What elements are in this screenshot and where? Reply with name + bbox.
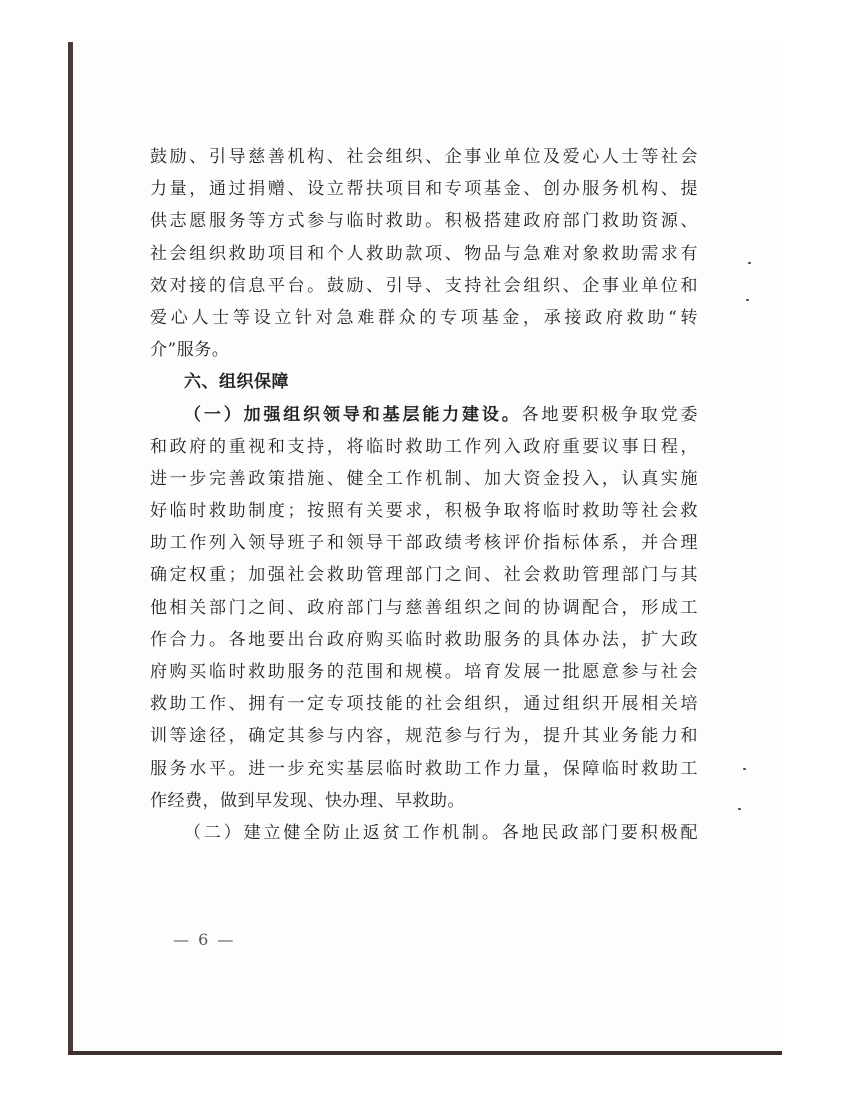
text-line: 好临时救助制度；按照有关要求，积极争取将临时救助等社会救	[150, 501, 698, 522]
text-line: 作合力。各地要出台政府购买临时救助服务的具体办法，扩大政	[150, 629, 698, 650]
section-heading: 六、组织保障	[184, 372, 289, 393]
scan-edge-left	[68, 42, 73, 1054]
text-line: 效对接的信息平台。鼓励、引导、支持社会组织、企事业单位和	[150, 275, 698, 296]
scan-speck	[748, 262, 751, 264]
text-line: 府购买临时救助服务的范围和规模。培育发展一批愿意参与社会	[150, 662, 698, 682]
scan-speck	[746, 299, 749, 301]
text-line: 他相关部门之间、政府部门与慈善组织之间的协调配合，形成工	[150, 597, 698, 618]
page-number: — 6 —	[173, 930, 236, 949]
text-line: 助工作列入领导班子和领导干部政绩考核评价指标体系，并合理	[150, 533, 698, 554]
text-line: 介”服务。	[150, 340, 230, 361]
text-line: 进一步完善政策措施、健全工作机制、加大资金投入，认真实施	[150, 468, 698, 489]
subsection-text: 各地民政部门要积极配	[501, 822, 699, 843]
text-line: 和政府的重视和支持，将临时救助工作列入政府重要议事日程，	[150, 436, 698, 457]
text-line: 救助工作、拥有一定专项技能的社会组织，通过组织开展相关培	[150, 694, 698, 715]
text-line: 确定权重；加强社会救助管理部门之间、社会救助管理部门与其	[150, 565, 698, 586]
scan-speck	[743, 768, 746, 770]
text-line: 服务水平。进一步充实基层临时救助工作力量，保障临时救助工	[150, 758, 698, 779]
subsection-text: 各地要积极争取党委	[521, 404, 699, 425]
text-line: 作经费，做到早发现、快办理、早救助。	[150, 790, 465, 811]
subsection-first-line	[150, 817, 698, 849]
subsection-title: （一）加强组织领导和基层能力建设。	[184, 404, 522, 425]
text-line: 社会组织救助项目和个人救助款项、物品与急难对象救助需求有	[150, 243, 698, 264]
text-line: 爱心人士等设立针对急难群众的专项基金，承接政府救助“转	[150, 307, 698, 328]
text-line: 鼓励、引导慈善机构、社会组织、企事业单位及爱心人士等社会	[150, 147, 698, 167]
scan-edge-bottom	[68, 1051, 782, 1055]
text-line: 供志愿服务等方式参与临时救助。积极搭建政府部门救助资源、	[150, 211, 698, 232]
document-body	[150, 141, 698, 849]
subsection-first-line	[150, 399, 698, 431]
scan-speck	[738, 808, 741, 810]
subsection-title: （二）建立健全防止返贫工作机制。	[184, 822, 502, 843]
text-line: 训等途径，确定其参与内容，规范参与行为，提升其业务能力和	[150, 726, 698, 747]
text-line: 力量，通过捐赠、设立帮扶项目和专项基金、创办服务机构、提	[150, 179, 698, 200]
